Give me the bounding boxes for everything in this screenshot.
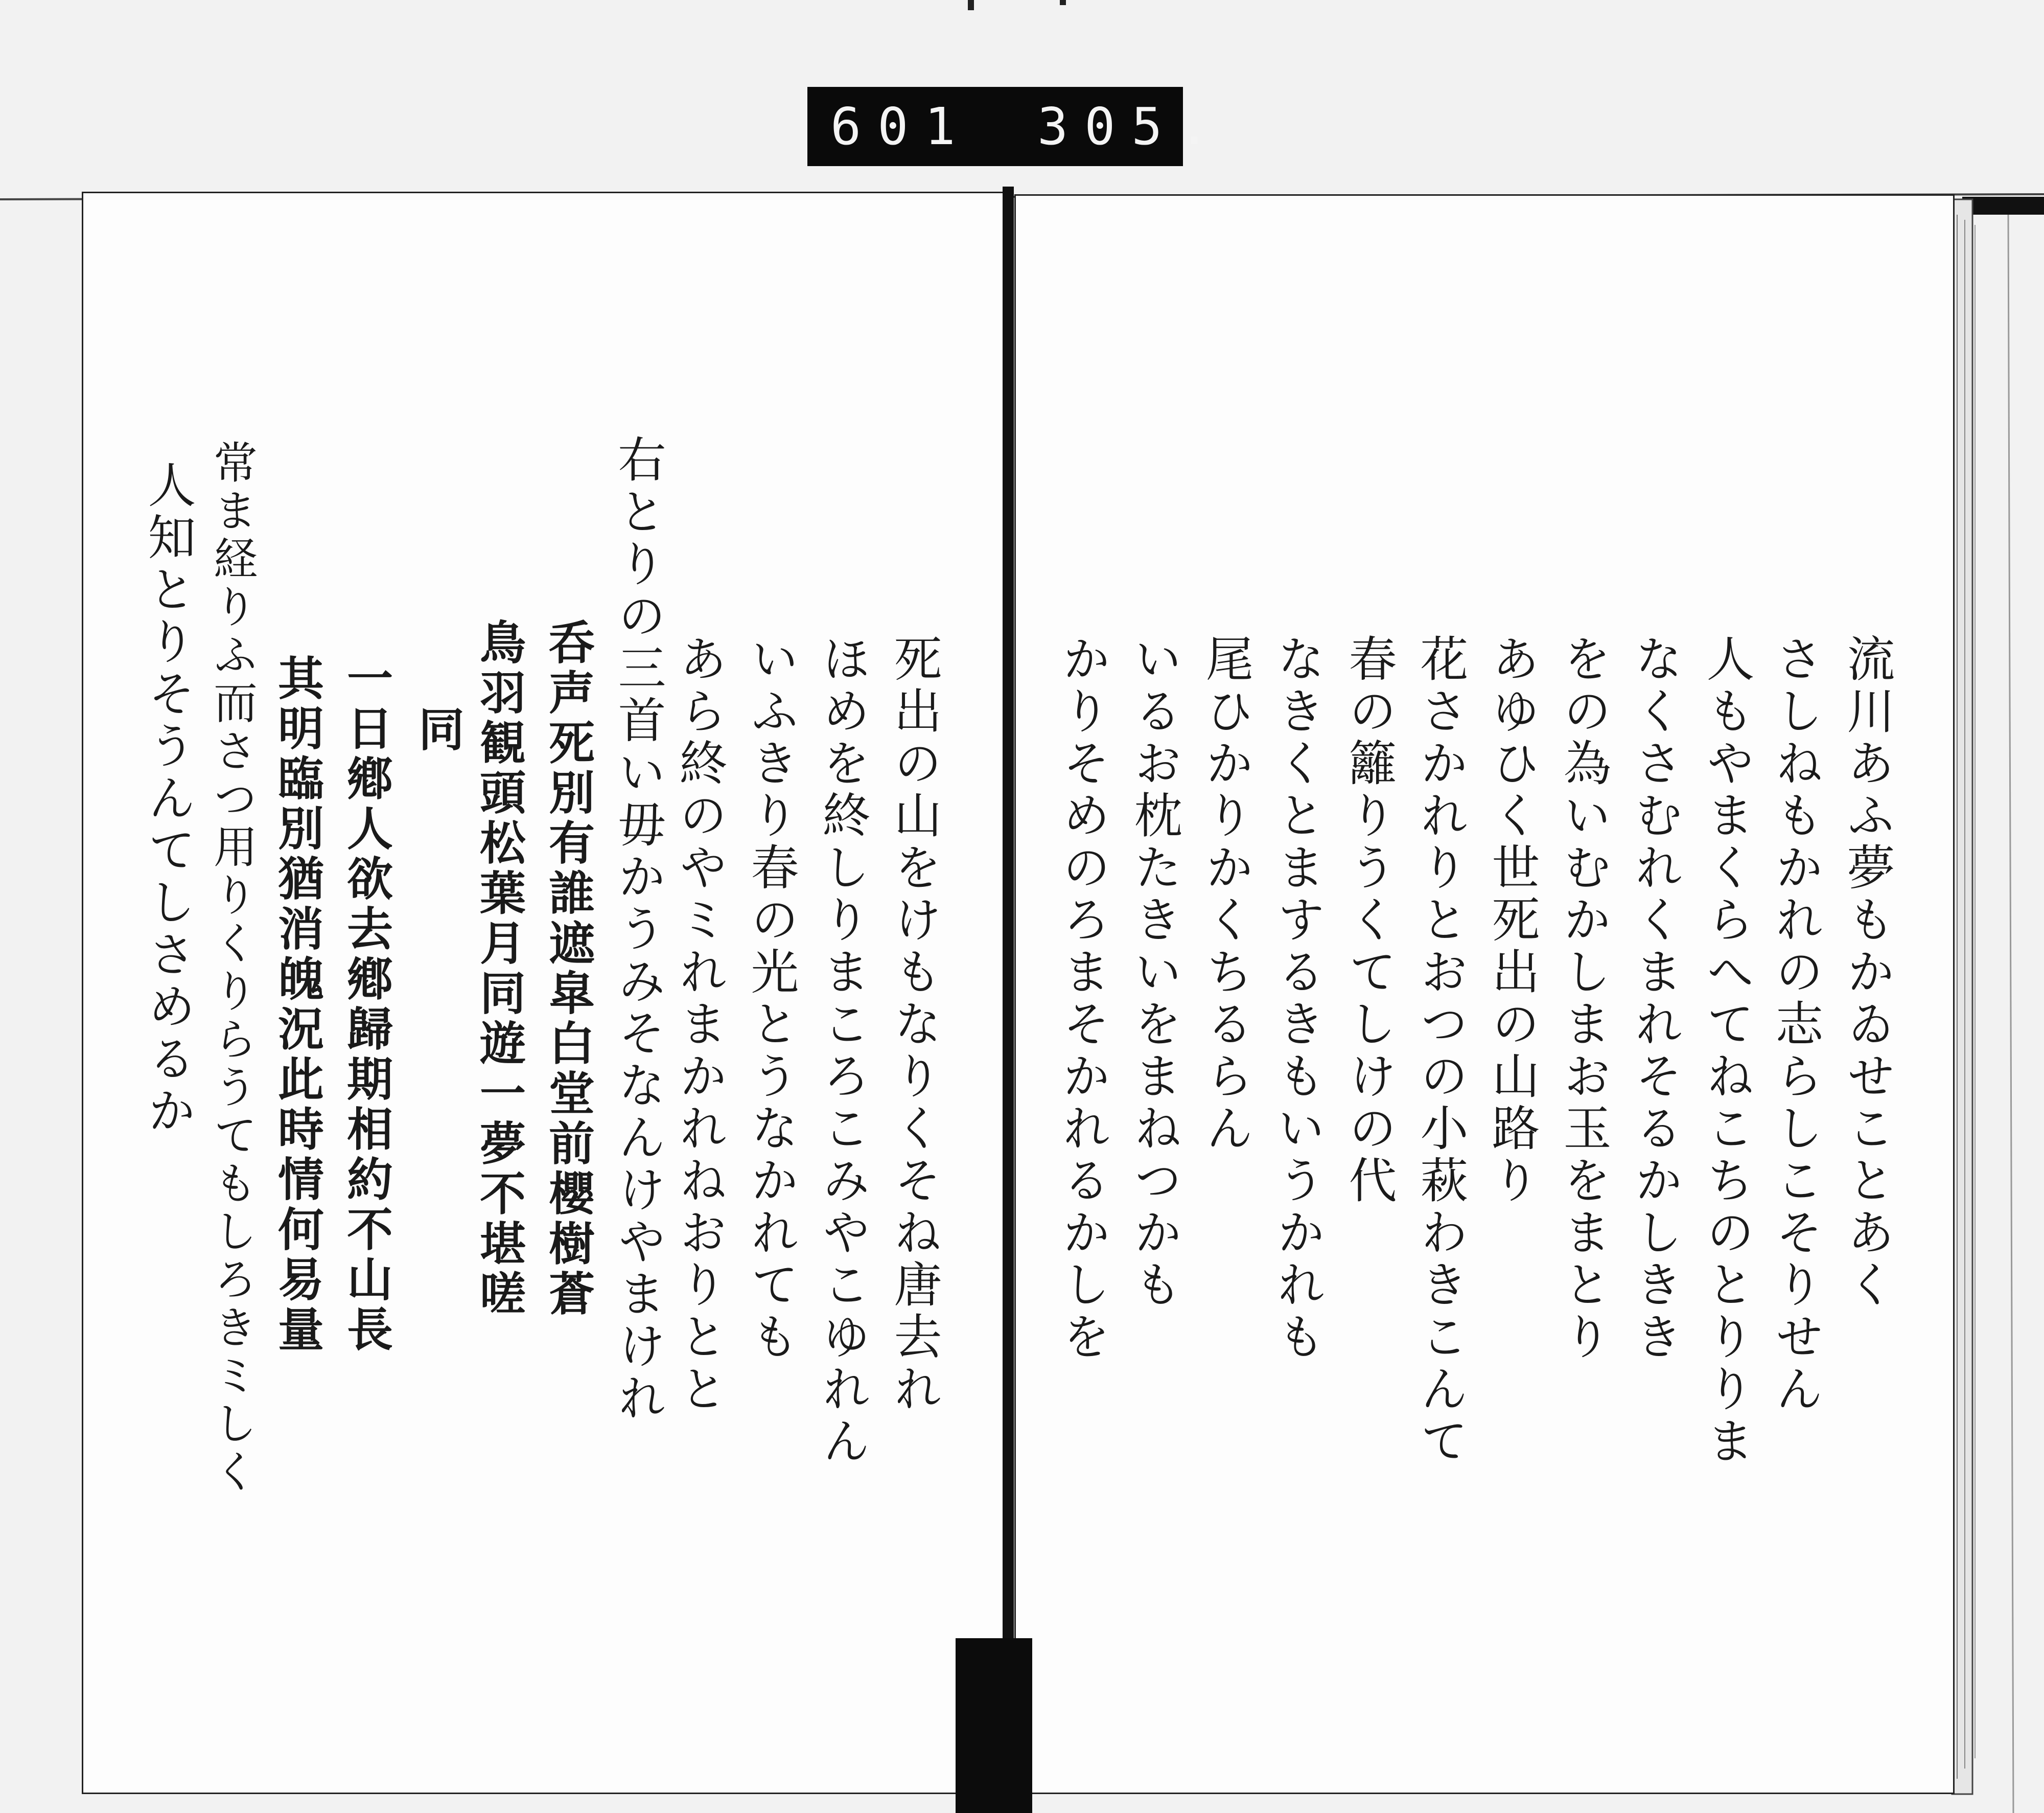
- right-page-column-4: なくさむれくまれそるかしきき: [1627, 634, 1682, 1364]
- spine-tab: [956, 1638, 1032, 1813]
- right-page-column-9: なきくとまするきもいうかれも: [1269, 634, 1325, 1364]
- right-page-column-5: をの為いむかしまお玉をまとり: [1555, 634, 1611, 1364]
- right-page-column-3: 人もやまくらへてねこちのとりりま: [1698, 634, 1754, 1468]
- left-page-note-column: 右とりの三首い毋かうみそなんけやまけれ: [610, 434, 665, 1425]
- left-page-column-7: 人知とりそうんてしさめるか: [140, 460, 195, 1138]
- right-page-column-6: あゆひく世死出の山路り: [1483, 634, 1539, 1207]
- left-page-poem-column-3: いふきり春の光とうなかれても: [742, 634, 798, 1364]
- right-page-column-7: 花さかれりとおつの小萩わきこんて: [1412, 634, 1468, 1468]
- kanbun-heading: 同: [410, 705, 464, 755]
- right-page-column-8: 春の籬りうくてしけの代: [1340, 634, 1396, 1207]
- right-page-column-11: いるお枕たきいをまねつかも: [1126, 634, 1181, 1312]
- right-page-column-12: かりそめのろまそかれるかしを: [1054, 634, 1110, 1364]
- left-page-column-6: 常ま経りふ而さつ用りくりらうてもしろきミしく: [206, 440, 257, 1497]
- kanbun-column-3: 一日鄕人欲去鄕歸期相約不山長: [339, 654, 392, 1356]
- kanbun-column-2: 鳥羽観頭松葉月同遊一夢不堪嗟: [472, 618, 525, 1320]
- left-page-poem-column-1: 死出の山をけもなりくそね唐去れ: [886, 634, 941, 1416]
- kanbun-column-1: 呑声死別有誰遮皐白堂前櫻樹蒼: [541, 618, 594, 1320]
- left-page-poem-column-2: ほめを終しりまころこみやこゆれん: [814, 634, 870, 1468]
- right-page-column-10: 尾ひかりかくちるらん: [1197, 634, 1253, 1155]
- kanbun-column-4: 其明臨別猶消魄況此時情何易量: [270, 654, 323, 1356]
- right-page-column-1: 流川あふ夢もかゐせことあく: [1839, 634, 1894, 1312]
- book-spine: [1003, 187, 1014, 1807]
- frame-number-right: 305.: [1037, 97, 1226, 156]
- left-page-poem-column-4: あら終のやミれまかれねおりとと: [671, 634, 727, 1416]
- frame-number-left: 601: [830, 97, 972, 156]
- right-page-column-2: さしねもかれの志らしこそりせん: [1767, 634, 1823, 1416]
